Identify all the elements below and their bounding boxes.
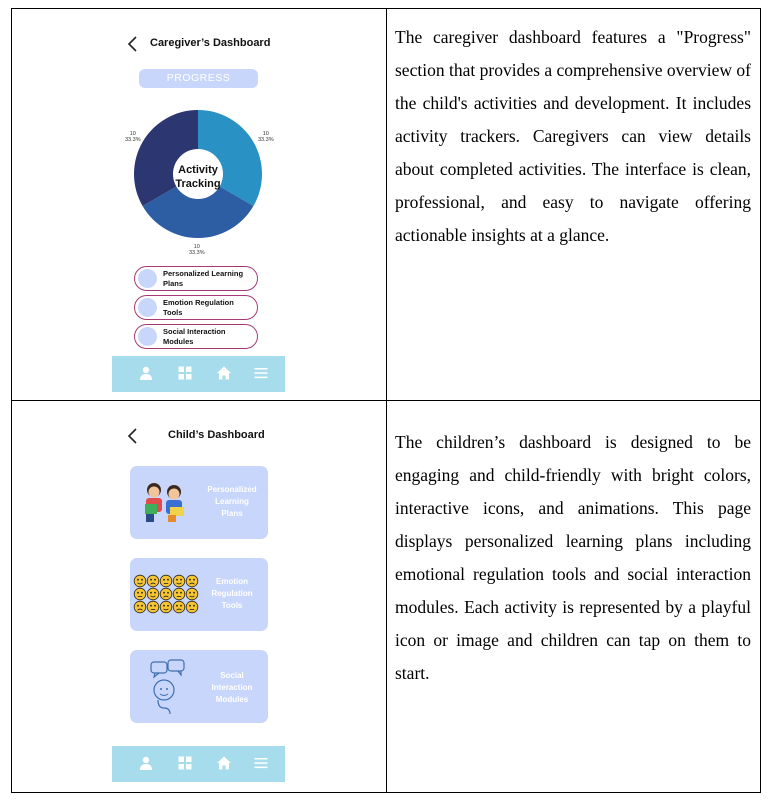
bottom-navbar — [112, 356, 285, 392]
module-label-line-2: Modules — [163, 337, 194, 346]
card-label-line-2: Learning — [215, 497, 249, 506]
children-reading-icon — [140, 480, 190, 525]
module-label-line-1: Personalized Learning — [163, 269, 244, 278]
slice-label-1 — [258, 131, 274, 143]
emotion-faces-icon — [133, 574, 199, 614]
emoji-face — [134, 601, 146, 613]
module-label-line-2: Tools — [163, 308, 183, 317]
grid-icon[interactable] — [177, 365, 193, 381]
module-avatar — [138, 269, 157, 288]
card-label-line-3: Modules — [215, 695, 249, 704]
emoji-face — [173, 601, 185, 613]
emoji-face — [186, 601, 198, 613]
menu-icon[interactable] — [253, 365, 269, 381]
slice-label-1-value: 10 — [262, 131, 269, 137]
person-icon[interactable] — [138, 365, 154, 381]
caregiver-dashboard-screen — [112, 31, 285, 397]
emoji-face — [134, 575, 146, 587]
home-icon[interactable] — [216, 365, 232, 381]
home-icon[interactable] — [216, 755, 232, 771]
caregiver-description: The caregiver dashboard features a "Progress" section that provides a comprehensive overview of the child's activities and development. It includes activity trackers. Caregivers can view details about completed activities. The interface is clean, professional, and easy to navigate offering actionable insights at a glance. — [395, 27, 751, 245]
card-label — [202, 670, 262, 706]
module-emotion-regulation[interactable] — [134, 295, 258, 320]
slice-label-1-percent: 33.3% — [258, 137, 274, 143]
card-label-line-3: Tools — [221, 601, 243, 610]
card-label-line-1: Emotion — [216, 577, 248, 586]
menu-icon[interactable] — [253, 755, 269, 771]
module-label — [163, 269, 255, 289]
card-label-line-1: Social — [220, 671, 244, 680]
child-dashboard-screen — [112, 423, 285, 789]
emoji-face — [160, 601, 172, 613]
module-social-interaction[interactable] — [134, 324, 258, 349]
caregiver-header — [112, 31, 285, 59]
back-chevron-icon[interactable] — [126, 35, 140, 53]
card-emotion-regulation[interactable] — [130, 558, 268, 631]
emoji-face — [134, 588, 146, 600]
module-label-line-2: Plans — [163, 279, 184, 288]
emoji-face — [173, 575, 185, 587]
speech-bubbles-head-icon — [148, 658, 188, 716]
slice-label-2 — [189, 244, 205, 256]
card-label — [202, 484, 262, 520]
grid-icon[interactable] — [177, 755, 193, 771]
emoji-face — [147, 575, 159, 587]
emoji-face — [186, 575, 198, 587]
caregiver-description-cell — [387, 9, 761, 401]
card-social-interaction[interactable] — [130, 650, 268, 723]
card-label-line-1: Personalized — [207, 485, 257, 494]
emoji-face — [186, 588, 198, 600]
page-title: Child’s Dashboard — [168, 429, 265, 441]
page-title: Caregiver’s Dashboard — [150, 37, 271, 49]
slice-label-3-value: 10 — [129, 131, 136, 137]
child-header — [112, 423, 285, 451]
chart-center-line-2: Tracking — [175, 178, 221, 190]
emoji-face — [160, 588, 172, 600]
emoji-face — [160, 575, 172, 587]
slice-label-3 — [125, 131, 141, 143]
module-avatar — [138, 298, 157, 317]
emoji-face — [147, 601, 159, 613]
chart-center-line-1: Activity — [178, 164, 218, 176]
slice-label-2-percent: 33.3% — [189, 250, 205, 256]
card-label-line-2: Interaction — [211, 683, 253, 692]
child-screenshot-cell — [12, 401, 387, 793]
bottom-navbar — [112, 746, 285, 782]
layout-table — [11, 8, 761, 793]
module-label — [163, 327, 255, 347]
child-description: The children’s dashboard is designed to be engaging and child-friendly with bright colors, interactive icons, and animations. This page displays personalized learning plans including emotional regulation tools and social interaction modules. Each activity is represented by a playful icon or image and children can tap on them to start. — [395, 432, 751, 683]
slice-label-3-percent: 33.3% — [125, 137, 141, 143]
module-label — [163, 298, 255, 318]
module-label-line-1: Social Interaction — [163, 327, 226, 336]
person-icon[interactable] — [138, 755, 154, 771]
module-label-line-1: Emotion Regulation — [163, 298, 234, 307]
card-label-line-3: Plans — [221, 509, 243, 518]
emoji-face — [147, 588, 159, 600]
slice-label-2-value: 10 — [193, 244, 200, 250]
card-label-line-2: Regulation — [211, 589, 253, 598]
card-label — [202, 576, 262, 612]
emoji-face — [173, 588, 185, 600]
child-description-cell — [387, 401, 761, 793]
card-personalized-learning[interactable] — [130, 466, 268, 539]
progress-tab[interactable]: PROGRESS — [139, 69, 258, 88]
caregiver-screenshot-cell — [12, 9, 387, 401]
module-avatar — [138, 327, 157, 346]
module-personalized-learning[interactable] — [134, 266, 258, 291]
chart-center-label — [170, 163, 226, 191]
back-chevron-icon[interactable] — [126, 427, 140, 445]
